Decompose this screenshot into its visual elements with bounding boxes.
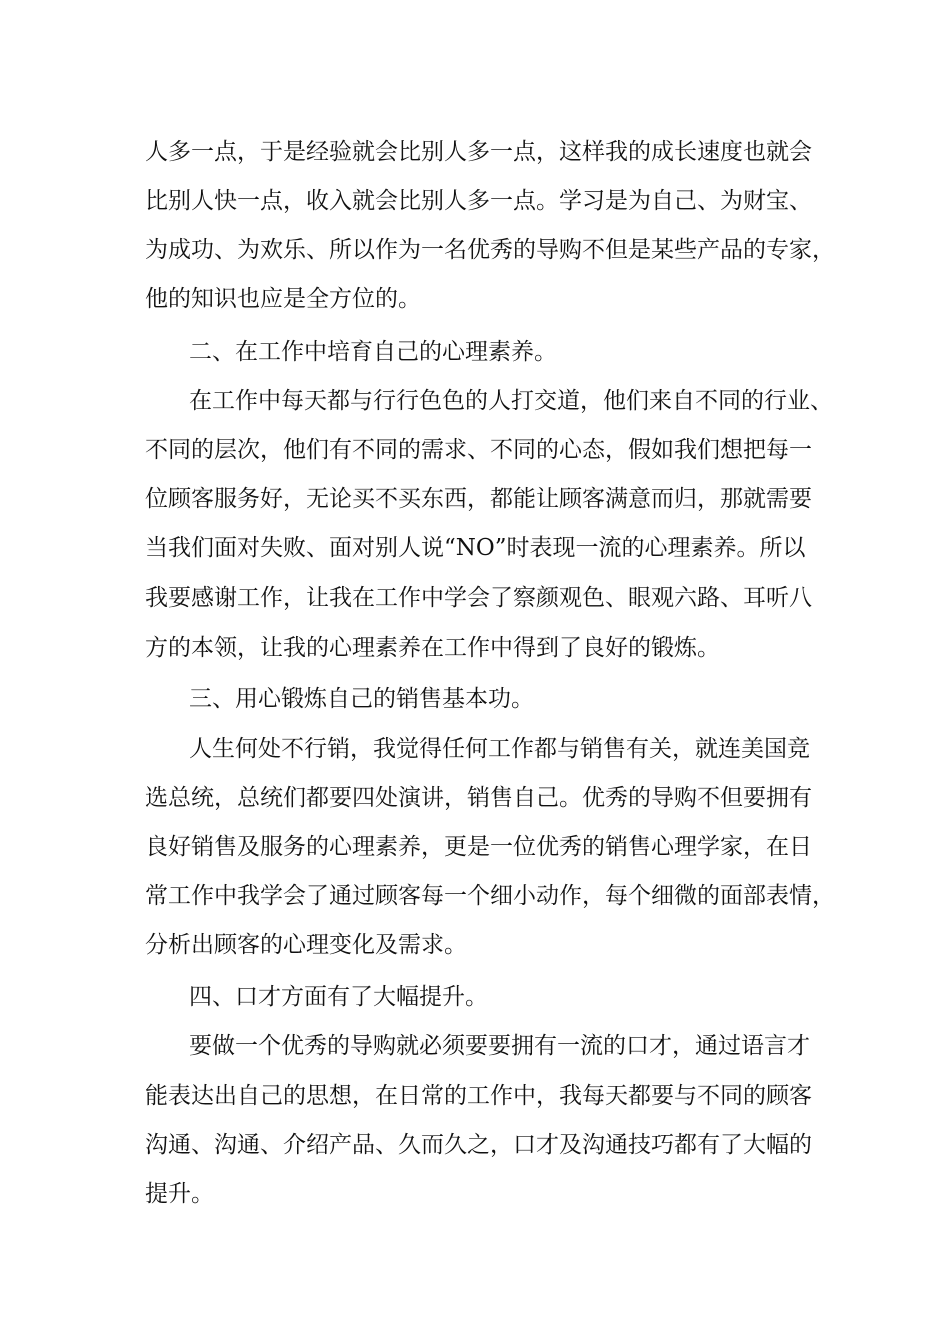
section-heading: 四、口才方面有了大幅提升。 — [189, 984, 488, 1010]
paragraph-line: 人多一点，于是经验就会比别人多一点，这样我的成长速度也就会 — [145, 139, 812, 165]
paragraph-line: 能表达出自己的思想，在日常的工作中，我每天都要与不同的顾客 — [145, 1083, 812, 1109]
paragraph-line: 他的知识也应是全方位的。 — [145, 286, 421, 312]
paragraph-line: 提升。 — [145, 1181, 214, 1207]
paragraph-line: 要做一个优秀的导购就必须要要拥有一流的口才，通过语言才 — [189, 1033, 810, 1059]
paragraph-line: 在工作中每天都与行行色色的人打交道，他们来自不同的行业、 — [189, 388, 833, 414]
paragraph-line: 不同的层次，他们有不同的需求、不同的心态，假如我们想把每一 — [145, 437, 812, 463]
paragraph-line: 沟通、沟通、介绍产品、久而久之，口才及沟通技巧都有了大幅的 — [145, 1132, 812, 1158]
paragraph-line: 常工作中我学会了通过顾客每一个细小动作，每个细微的面部表情， — [145, 883, 835, 909]
paragraph-line: 良好销售及服务的心理素养，更是一位优秀的销售心理学家，在日 — [145, 834, 812, 860]
paragraph-line: 选总统，总统们都要四处演讲，销售自己。优秀的导购不但要拥有 — [145, 785, 812, 811]
paragraph-line: 方的本领，让我的心理素养在工作中得到了良好的锻炼。 — [145, 635, 720, 661]
section-heading: 二、在工作中培育自己的心理素养。 — [189, 339, 557, 365]
section-heading: 三、用心锻炼自己的销售基本功。 — [189, 686, 534, 712]
paragraph-line: 分析出顾客的心理变化及需求。 — [145, 932, 467, 958]
paragraph-line: 为成功、为欢乐、所以作为一名优秀的导购不但是某些产品的专家， — [145, 237, 835, 263]
paragraph-line: 人生何处不行销，我觉得任何工作都与销售有关，就连美国竞 — [189, 736, 810, 762]
paragraph-line: 当我们面对失败、面对别人说“NO”时表现一流的心理素养。所以 — [145, 535, 806, 561]
paragraph-line: 位顾客服务好，无论买不买东西，都能让顾客满意而归，那就需要 — [145, 486, 812, 512]
paragraph-line: 我要感谢工作，让我在工作中学会了察颜观色、眼观六路、耳听八 — [145, 585, 812, 611]
paragraph-line: 比别人快一点，收入就会比别人多一点。学习是为自己、为财宝、 — [145, 188, 812, 214]
